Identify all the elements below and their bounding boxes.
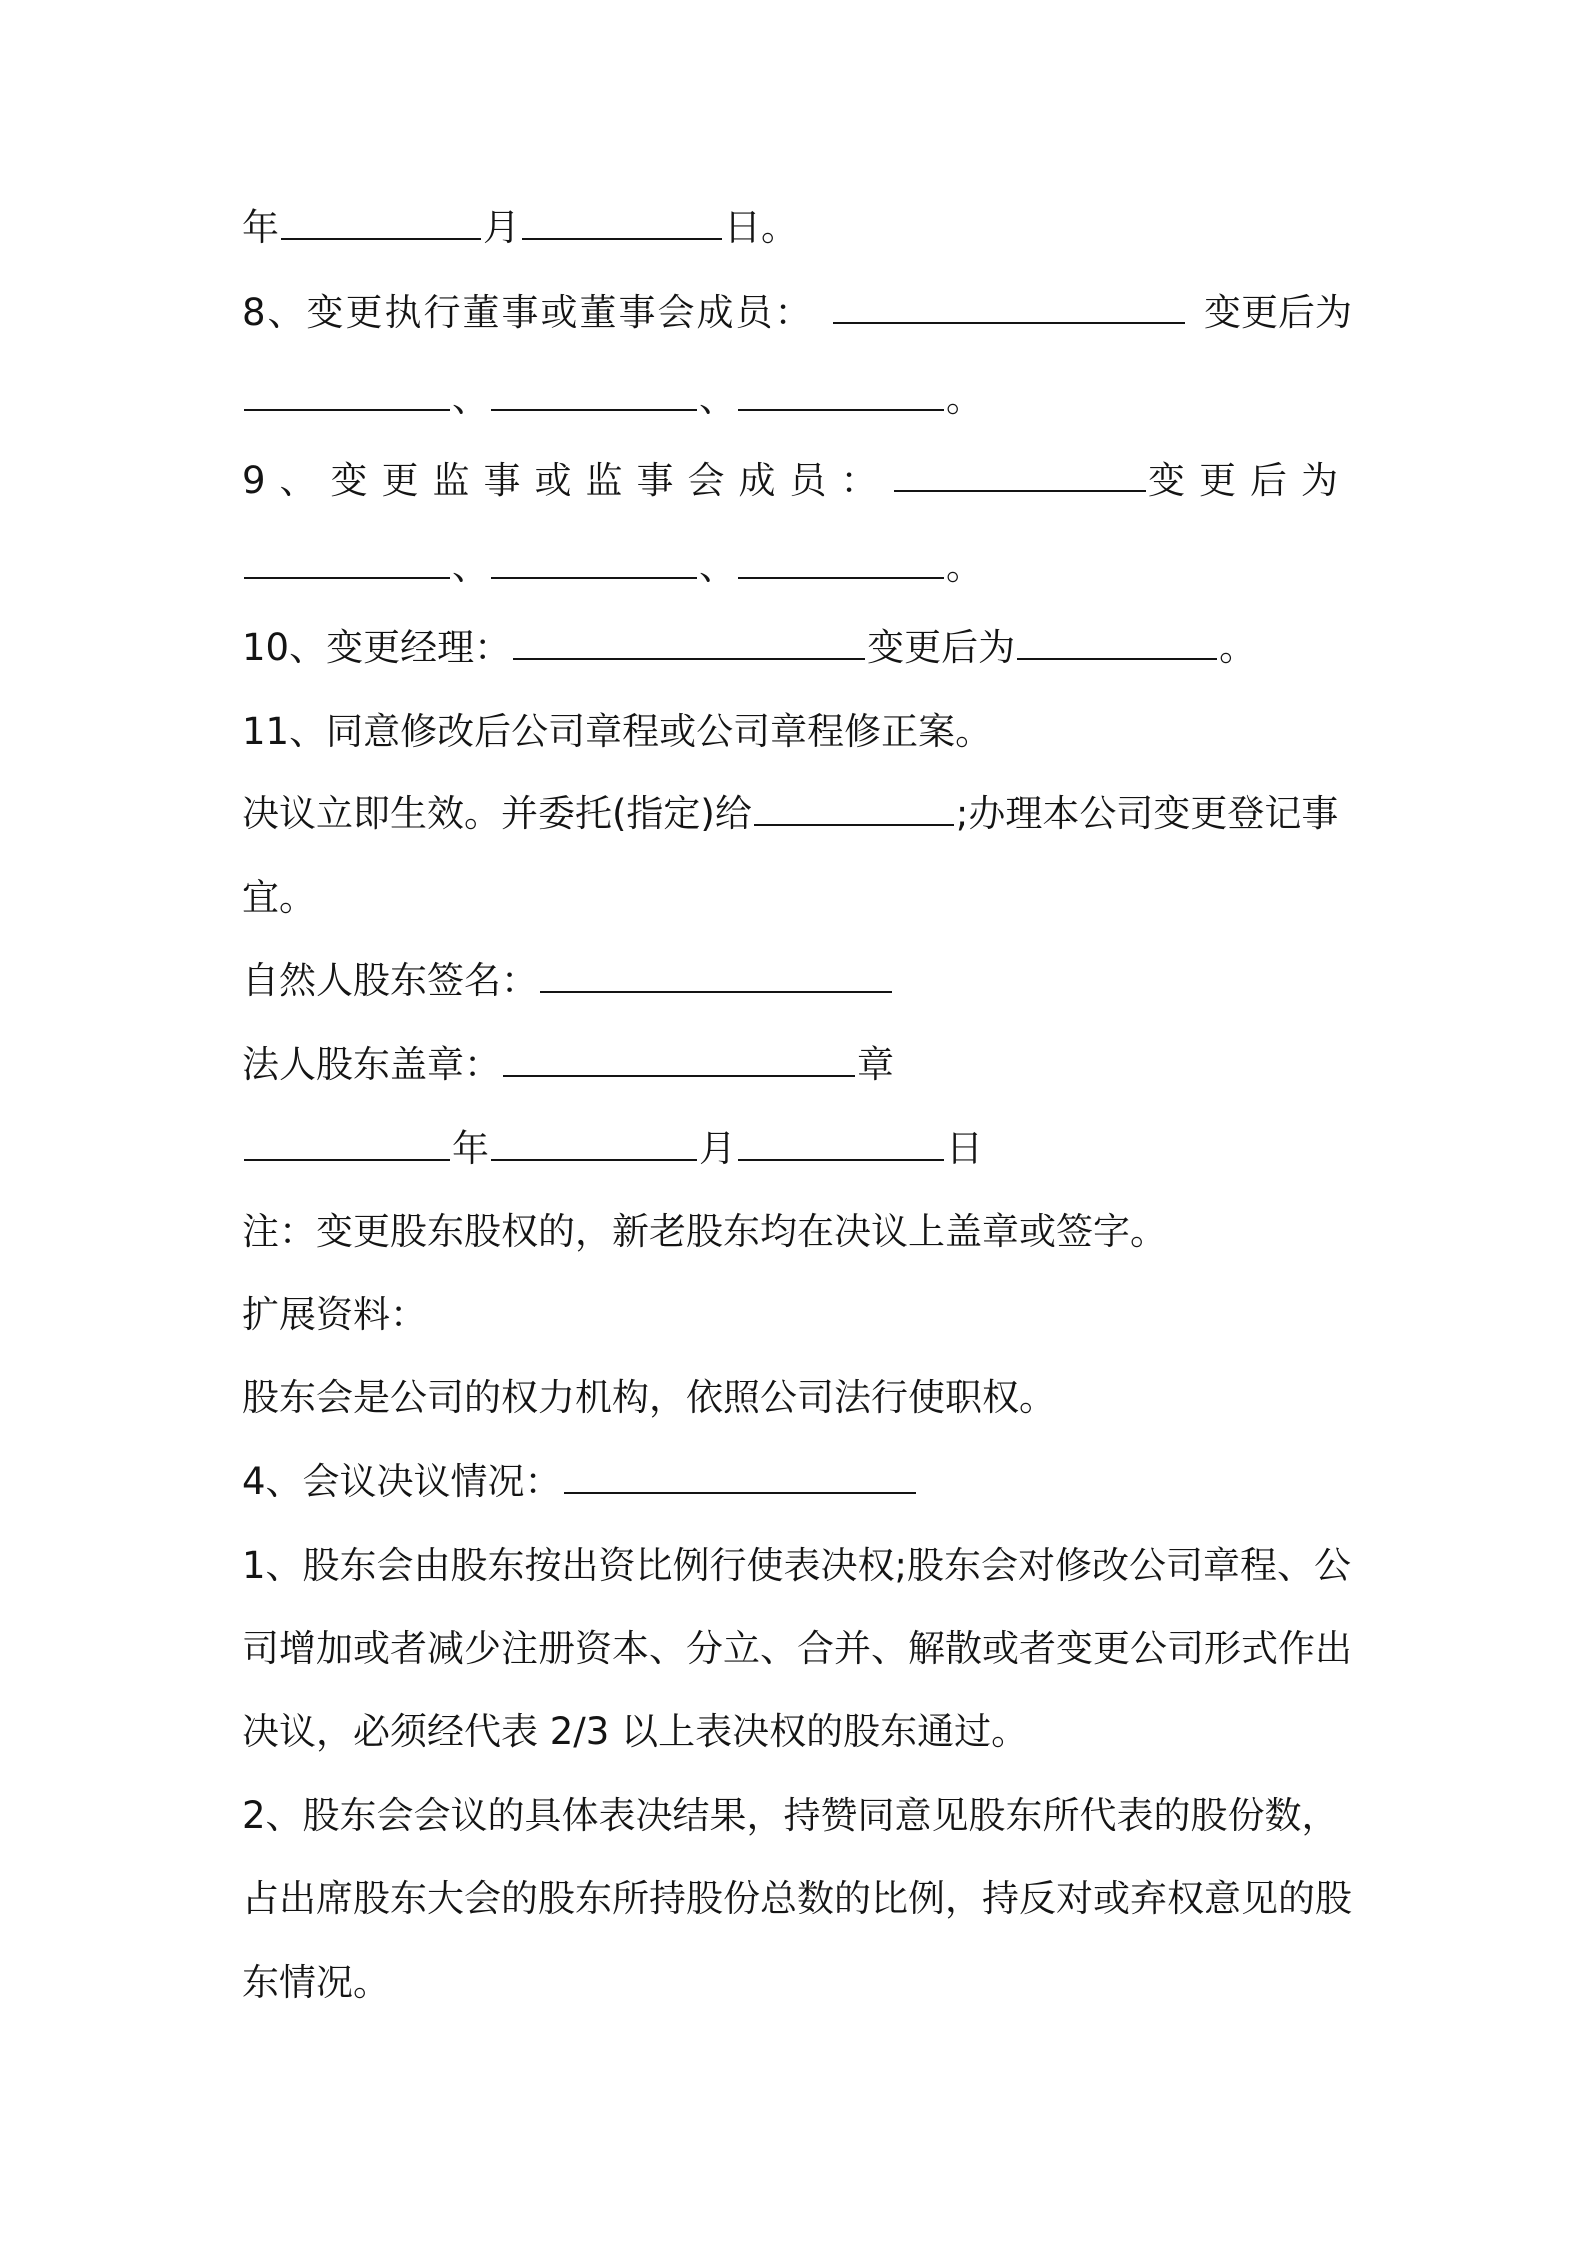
- sep-1: 、: [452, 377, 489, 420]
- item-9-label: 9、变更监事或监事会成员：: [242, 459, 892, 502]
- para-1-text-3: 决议，必须经代表 2/3 以上表决权的股东通过。: [242, 1710, 1029, 1753]
- legal-seal-blank: [503, 1041, 855, 1077]
- para-1-text-2: 司增加或者减少注册资本、分立、合并、解散或者变更公司形式作出: [242, 1627, 1352, 1670]
- date-line-2: [242, 1124, 1352, 1174]
- entrust-before: 决议立即生效。并委托(指定)给: [242, 792, 752, 835]
- resolution-status-label: 4、会议决议情况：: [242, 1460, 562, 1503]
- legal-seal-line: [242, 1040, 1352, 1090]
- item-11-text: 11、同意修改后公司章程或公司章程修正案。: [242, 710, 993, 753]
- item-8-after: 变更后为: [1203, 291, 1352, 334]
- item-8-label: 8、变更执行董事或董事会成员：: [242, 291, 814, 334]
- entrust-end-text: 宜。: [242, 876, 316, 919]
- sep-2: 、: [699, 545, 736, 588]
- para-1-text-1: 1、股东会由股东按出资比例行使表决权;股东会对修改公司章程、公: [242, 1544, 1352, 1587]
- entrust-after: ;办理本公司变更登记事: [955, 792, 1339, 835]
- resolution-status-blank: [564, 1458, 916, 1494]
- item-10-line: [242, 623, 1352, 673]
- legal-seal-label: 法人股东盖章：: [242, 1043, 501, 1086]
- authority-line: [242, 1373, 1352, 1423]
- item-9-after: 变更后为: [1148, 459, 1352, 502]
- item-9-members-line: [242, 542, 1352, 592]
- legal-seal-after: 章: [857, 1043, 894, 1086]
- item-9-blank: [894, 456, 1146, 492]
- sep-1: 、: [452, 545, 489, 588]
- natural-signature-blank: [540, 957, 892, 993]
- note-text: 注：变更股东股权的，新老股东均在决议上盖章或签字。: [242, 1210, 1167, 1253]
- item-9-line: [242, 456, 1352, 506]
- member-blank-2: [491, 543, 697, 579]
- month-label: 月: [483, 206, 520, 249]
- item-8-blank: [833, 288, 1185, 324]
- end-mark: 。: [1219, 626, 1257, 669]
- item-10-label: 10、变更经理：: [242, 626, 512, 669]
- sep-2: 、: [699, 377, 736, 420]
- member-blank-1: [244, 375, 450, 411]
- day-label: 日。: [724, 206, 798, 249]
- item-8-members-line: [242, 374, 1352, 424]
- member-blank-2: [491, 375, 697, 411]
- year-label: 年: [452, 1127, 489, 1170]
- extended-heading: [242, 1290, 1352, 1340]
- item-10-blank: [513, 624, 865, 660]
- day-blank: [738, 1125, 944, 1161]
- month-label: 月: [699, 1127, 736, 1170]
- para-1-line-3: [242, 1707, 1352, 1757]
- para-1-line-1: [242, 1541, 1352, 1591]
- member-blank-1: [244, 543, 450, 579]
- entrust-end-line: [242, 873, 1352, 923]
- member-blank-3: [738, 543, 944, 579]
- item-10-after: 变更后为: [867, 626, 1016, 669]
- year-blank: [281, 204, 481, 240]
- end-mark: 。: [946, 377, 983, 420]
- month-blank: [491, 1125, 697, 1161]
- resolution-status-line: [242, 1457, 1352, 1507]
- natural-signature-label: 自然人股东签名：: [242, 959, 538, 1002]
- item-8-line: [242, 288, 1352, 338]
- para-2-text-3: 东情况。: [242, 1961, 390, 2004]
- item-11-line: [242, 707, 1352, 757]
- date-line-1: [242, 203, 1352, 253]
- authority-text: 股东会是公司的权力机构，依照公司法行使职权。: [242, 1376, 1056, 1419]
- extended-heading-text: 扩展资料：: [242, 1293, 427, 1336]
- para-2-line-3: [242, 1958, 1352, 2008]
- year-blank: [244, 1125, 450, 1161]
- para-2-text-2: 占出席股东大会的股东所持股份总数的比例，持反对或弃权意见的股: [242, 1877, 1352, 1920]
- para-2-line-1: [242, 1791, 1352, 1841]
- year-label: 年: [242, 206, 279, 249]
- item-10-new-blank: [1017, 624, 1217, 660]
- para-2-text-1: 2、股东会会议的具体表决结果，持赞同意见股东所代表的股份数，: [242, 1794, 1339, 1837]
- para-2-line-2: [242, 1874, 1352, 1924]
- entrust-blank: [754, 790, 954, 826]
- day-label: 日: [946, 1127, 983, 1170]
- entrust-line: [242, 789, 1352, 839]
- para-1-line-2: [242, 1624, 1352, 1674]
- month-blank: [522, 204, 722, 240]
- member-blank-3: [738, 375, 944, 411]
- end-mark: 。: [946, 545, 983, 588]
- natural-signature-line: [242, 956, 1352, 1006]
- note-line: [242, 1207, 1352, 1257]
